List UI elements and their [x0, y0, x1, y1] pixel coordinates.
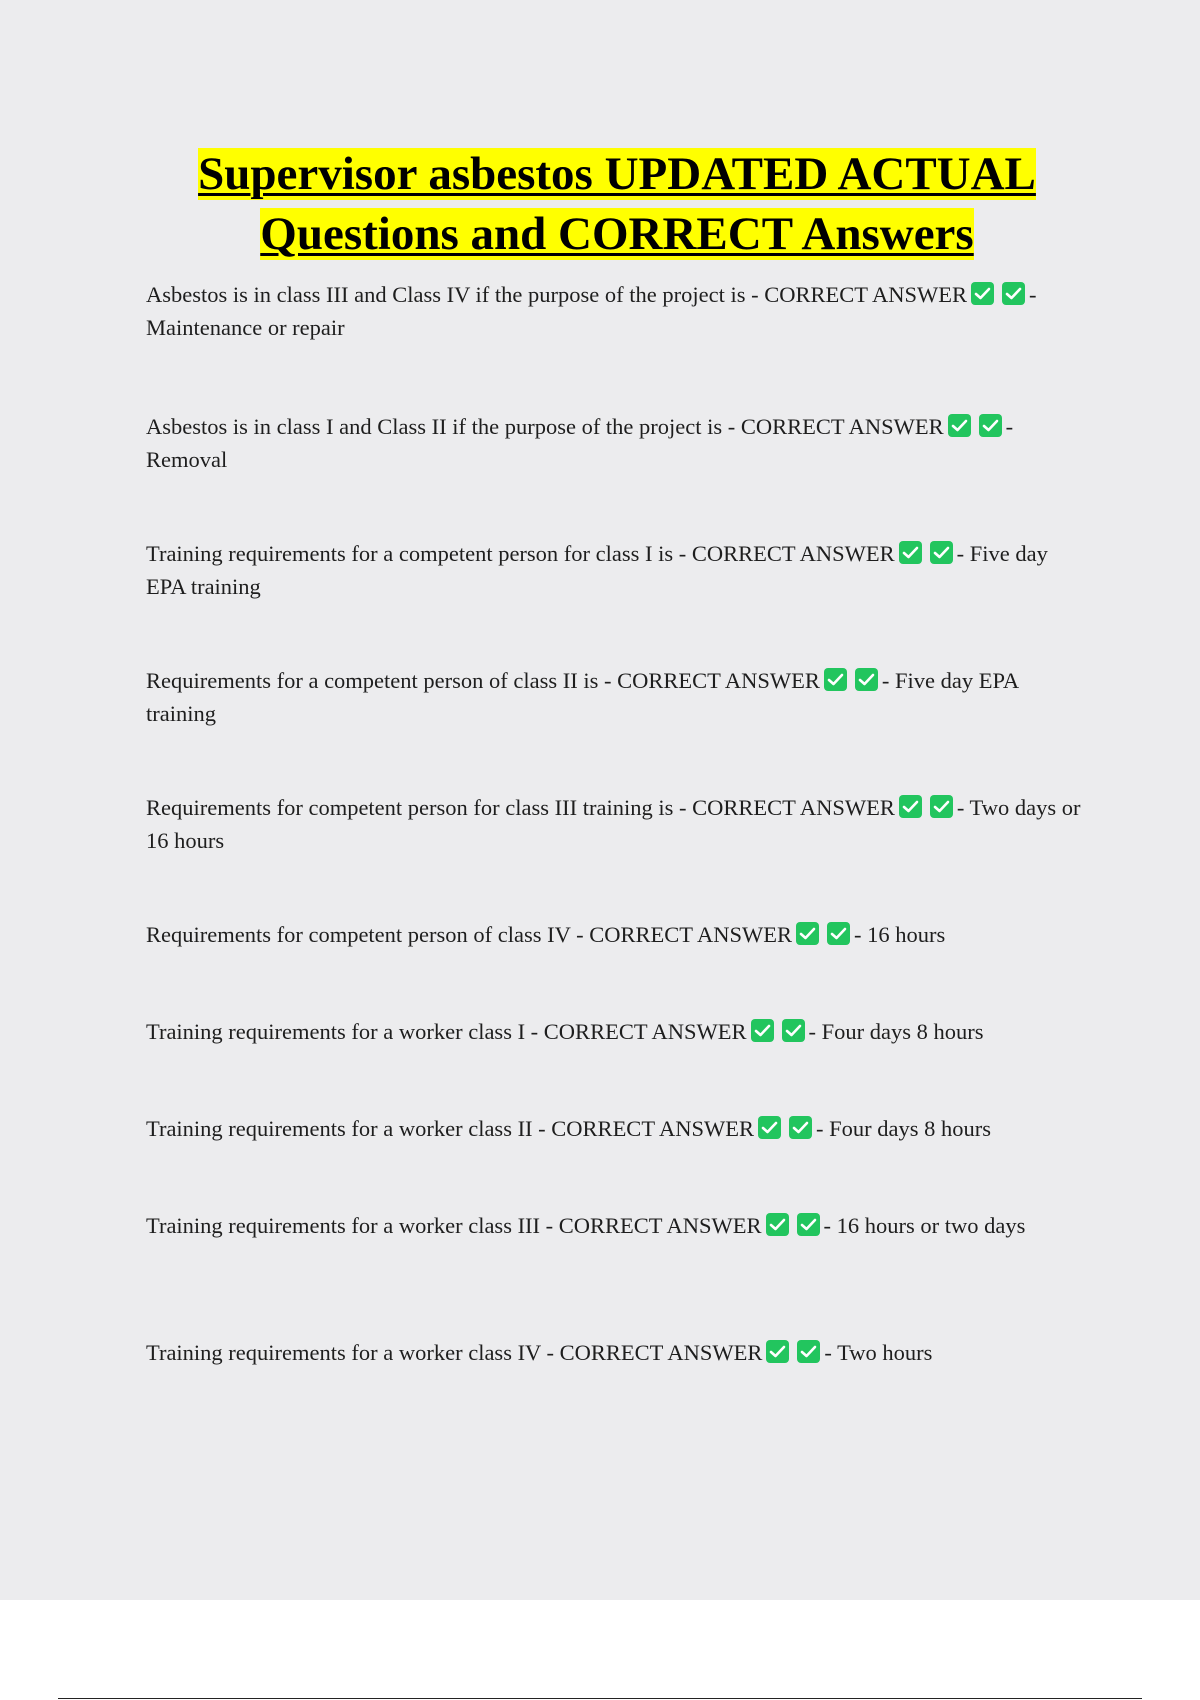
answer-text: - 16 hours or two days — [823, 1213, 1026, 1238]
answer-text: - Removal — [146, 414, 1014, 472]
answer-text: - Five day EPA training — [146, 541, 1048, 599]
question-text: Training requirements for a worker class III - CORRECT ANSWER — [146, 1213, 762, 1238]
question-text: Asbestos is in class III and Class IV if the purpose of the project is - CORRECT ANSWER — [146, 282, 967, 307]
qa-item — [146, 791, 1086, 857]
check-mark-icon — [971, 282, 994, 305]
check-mark-icon — [789, 1116, 812, 1139]
question-text: Training requirements for a worker class II - CORRECT ANSWER — [146, 1116, 755, 1141]
qa-item — [146, 278, 1086, 344]
answer-text: - Maintenance or repair — [146, 282, 1037, 340]
qa-item — [146, 1015, 1086, 1048]
check-mark-icon — [751, 1019, 774, 1042]
question-text: Requirements for competent person for class III training is - CORRECT ANSWER — [146, 795, 895, 820]
question-text: Training requirements for a competent person for class I is - CORRECT ANSWER — [146, 541, 895, 566]
check-mark-icon — [899, 541, 922, 564]
question-text: Asbestos is in class I and Class II if the purpose of the project is - CORRECT ANSWER — [146, 414, 944, 439]
check-mark-icon — [979, 414, 1002, 437]
qa-item — [146, 664, 1086, 730]
qa-item — [146, 1112, 1086, 1145]
check-mark-icon — [827, 922, 850, 945]
title-line-1: Supervisor asbestos UPDATED ACTUAL — [198, 148, 1036, 200]
check-mark-icon — [766, 1340, 789, 1363]
document-title — [0, 144, 1200, 264]
question-text: Training requirements for a worker class I - CORRECT ANSWER — [146, 1019, 747, 1044]
check-mark-icon — [930, 541, 953, 564]
answer-text: - 16 hours — [853, 922, 946, 947]
check-mark-icon — [1002, 282, 1025, 305]
page-divider — [58, 1698, 1142, 1699]
answer-text: - Four days 8 hours — [816, 1116, 992, 1141]
check-mark-icon — [796, 922, 819, 945]
qa-item — [146, 410, 1086, 476]
qa-item — [146, 1209, 1086, 1242]
question-text: Requirements for a competent person of class II is - CORRECT ANSWER — [146, 668, 820, 693]
check-mark-icon — [899, 795, 922, 818]
title-line-2: Questions and CORRECT Answers — [260, 208, 974, 260]
question-text: Requirements for competent person of class IV - CORRECT ANSWER — [146, 922, 792, 947]
check-mark-icon — [930, 795, 953, 818]
check-mark-icon — [758, 1116, 781, 1139]
qa-item — [146, 1336, 1086, 1369]
check-mark-icon — [948, 414, 971, 437]
check-mark-icon — [797, 1213, 820, 1236]
qa-item — [146, 918, 1086, 951]
answer-text: - Four days 8 hours — [808, 1019, 984, 1044]
question-text: Training requirements for a worker class IV - CORRECT ANSWER — [146, 1340, 763, 1365]
answer-text: - Two days or 16 hours — [146, 795, 1081, 853]
check-mark-icon — [782, 1019, 805, 1042]
qa-item — [146, 537, 1086, 603]
check-mark-icon — [824, 668, 847, 691]
answer-text: - Five day EPA training — [146, 668, 1018, 726]
check-mark-icon — [855, 668, 878, 691]
answer-text: - Two hours — [824, 1340, 933, 1365]
check-mark-icon — [766, 1213, 789, 1236]
check-mark-icon — [797, 1340, 820, 1363]
